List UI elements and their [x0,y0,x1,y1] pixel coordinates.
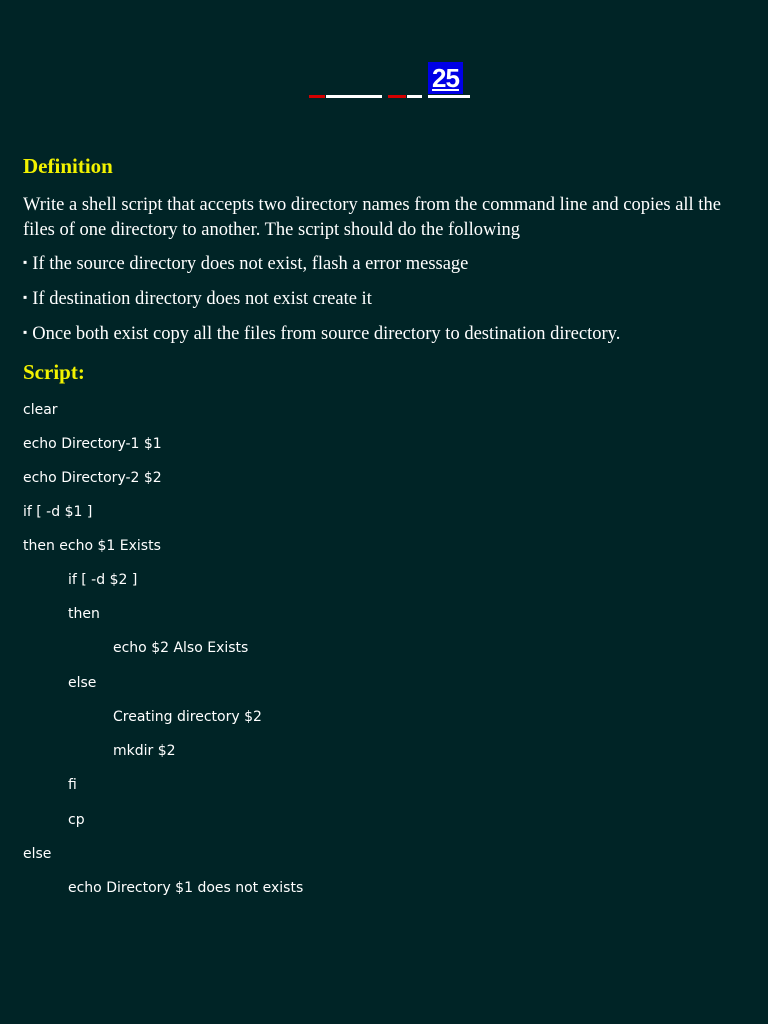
page-header [0,62,768,102]
header-rule-white-segment [407,95,422,98]
code-line: Creating directory $2 [113,709,262,725]
code-line: echo $2 Also Exists [113,640,249,656]
header-rule-red-segment [388,95,406,98]
code-line: clear [23,402,58,418]
code-line: else [23,846,52,862]
bullet-mark: ▪ [23,255,28,269]
header-rule-white-segment [463,95,470,98]
script-heading: Script: [23,360,85,384]
code-line: echo Directory-1 $1 [23,436,162,452]
code-line: echo Directory $1 does not exists [68,880,304,896]
definition-heading: Definition [23,154,113,178]
code-line: mkdir $2 [113,743,176,759]
code-line: if [ -d $1 ] [23,504,93,520]
code-line: echo Directory-2 $2 [23,470,162,486]
bullet-item [23,254,468,275]
header-rule-red-segment [309,95,325,98]
code-line: cp [68,812,85,828]
bullet-item [23,289,372,310]
header-rule-white-segment [326,95,382,98]
page-number-underline [428,95,463,98]
bullet-mark: ▪ [23,290,28,304]
bullet-text: If destination directory does not exist create it [32,289,372,309]
code-line: then echo $1 Exists [23,538,161,554]
code-line: if [ -d $2 ] [68,572,138,588]
bullet-text: Once both exist copy all the files from source directory to destination directory. [32,324,621,344]
code-line: else [68,675,97,691]
bullet-mark: ▪ [23,325,28,339]
bullet-text: If the source directory does not exist, flash a error message [32,254,469,274]
code-line: then [68,606,100,622]
page-number: 25 [428,62,463,94]
code-line: fi [68,777,77,793]
definition-paragraph: Write a shell script that accepts two directory names from the command line and copies all the files of one directory to another. The script should do the following [23,195,721,240]
bullet-item [23,324,620,345]
